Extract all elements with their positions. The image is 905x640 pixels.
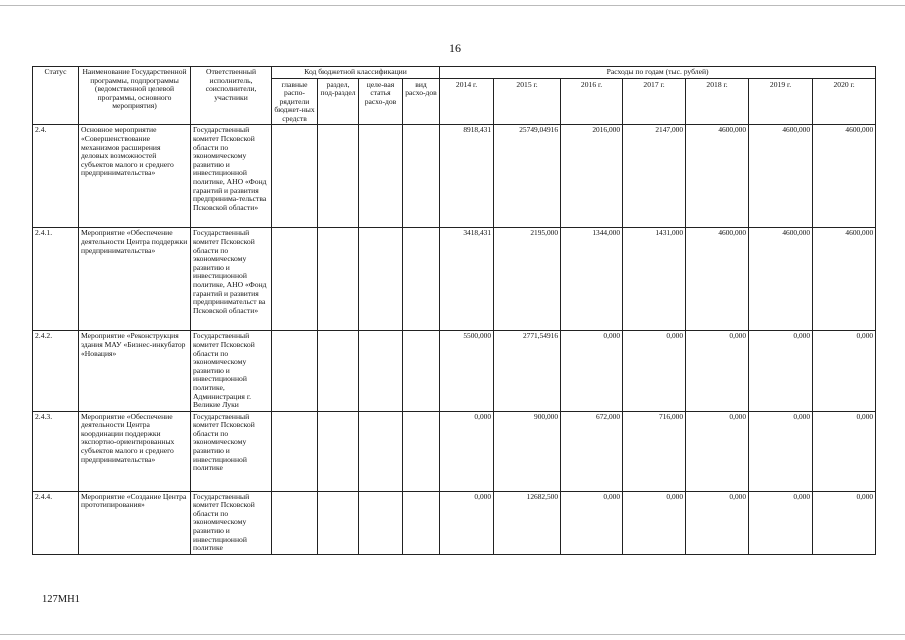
row-value-2019: 0,000 xyxy=(749,491,813,554)
header-code-target-item: целе-вая статья расхо-дов xyxy=(359,78,403,125)
table-row xyxy=(33,125,876,228)
header-name: Наименование Государственной программы, подпрограммы (ведомственной целевой программы, основного мероприятия) xyxy=(79,67,191,125)
table-row xyxy=(33,228,876,331)
header-budget-code-group: Код бюджетной классификации xyxy=(272,67,440,79)
header-year-2017: 2017 г. xyxy=(623,78,686,125)
scan-top-edge xyxy=(0,5,905,6)
header-row-1 xyxy=(33,67,876,79)
row-code-expense-type xyxy=(403,228,440,331)
header-year-2016: 2016 г. xyxy=(561,78,623,125)
header-code-expense-type: вид расхо-дов xyxy=(403,78,440,125)
row-responsible: Государственный комитет Псковской области по экономическому развитию и инвестиционной политике xyxy=(191,411,272,491)
row-code-target-item xyxy=(359,411,403,491)
row-code-expense-type xyxy=(403,125,440,228)
row-value-2016: 1344,000 xyxy=(561,228,623,331)
row-value-2017: 1431,000 xyxy=(623,228,686,331)
page-number: 16 xyxy=(449,41,461,55)
row-value-2014: 5500,000 xyxy=(440,331,494,411)
header-code-section: раздел, под-раздел xyxy=(318,78,359,125)
scan-bottom-edge xyxy=(0,634,905,635)
row-code-expense-type xyxy=(403,411,440,491)
row-value-2015: 12682,500 xyxy=(494,491,561,554)
row-value-2018: 4600,000 xyxy=(686,228,749,331)
header-status: Статус xyxy=(33,67,79,125)
row-status: 2.4.3. xyxy=(33,411,79,491)
row-code-expense-type xyxy=(403,331,440,411)
row-value-2017: 0,000 xyxy=(623,491,686,554)
row-value-2019: 0,000 xyxy=(749,411,813,491)
row-name: Мероприятие «Обеспечение деятельности Центра координации поддержки экспортно-ориентированных субъектов малого и среднего предпринимательства» xyxy=(79,411,191,491)
row-responsible: Государственный комитет Псковской области по экономическому развитию и инвестиционной политике xyxy=(191,491,272,554)
row-value-2019: 4600,000 xyxy=(749,125,813,228)
row-code-expense-type xyxy=(403,491,440,554)
row-code-section xyxy=(318,331,359,411)
table-row xyxy=(33,331,876,411)
budget-table xyxy=(32,66,876,555)
row-value-2019: 0,000 xyxy=(749,331,813,411)
row-code-target-item xyxy=(359,491,403,554)
row-code-main-managers xyxy=(272,331,318,411)
row-code-section xyxy=(318,125,359,228)
row-value-2018: 0,000 xyxy=(686,491,749,554)
row-value-2014: 3418,431 xyxy=(440,228,494,331)
row-name: Мероприятие «Создание Центра прототипирования» xyxy=(79,491,191,554)
header-year-2019: 2019 г. xyxy=(749,78,813,125)
row-value-2018: 0,000 xyxy=(686,411,749,491)
row-name: Основное мероприятие «Совершенствование механизмов расширения деловых возможностей субъектов малого и среднего предпринимательства» xyxy=(79,125,191,228)
row-code-section xyxy=(318,228,359,331)
row-value-2014: 8918,431 xyxy=(440,125,494,228)
header-year-2015: 2015 г. xyxy=(494,78,561,125)
header-expenses-group: Расходы по годам (тыс. рублей) xyxy=(440,67,876,79)
row-code-target-item xyxy=(359,331,403,411)
row-value-2014: 0,000 xyxy=(440,491,494,554)
row-code-main-managers xyxy=(272,491,318,554)
row-code-target-item xyxy=(359,125,403,228)
row-value-2016: 2016,000 xyxy=(561,125,623,228)
row-responsible: Государственный комитет Псковской области по экономическому развитию и инвестиционной политике, Администрация г. Великие Луки xyxy=(191,331,272,411)
table-row xyxy=(33,411,876,491)
header-code-main-managers: главные распо-рядители бюджет-ных средств xyxy=(272,78,318,125)
row-value-2019: 4600,000 xyxy=(749,228,813,331)
row-responsible: Государственный комитет Псковской области по экономическому развитию и инвестиционной политике, АНО «Фонд гарантий и развития предпринима-тельства Псковской области» xyxy=(191,125,272,228)
row-name: Мероприятие «Обеспечение деятельности Центра поддержки предпринимательства» xyxy=(79,228,191,331)
header-responsible: Ответственный исполнитель, соисполнители, участники xyxy=(191,67,272,125)
row-code-section xyxy=(318,411,359,491)
row-code-target-item xyxy=(359,228,403,331)
row-code-main-managers xyxy=(272,125,318,228)
row-value-2020: 0,000 xyxy=(813,491,876,554)
row-value-2017: 2147,000 xyxy=(623,125,686,228)
header-year-2018: 2018 г. xyxy=(686,78,749,125)
header-year-2014: 2014 г. xyxy=(440,78,494,125)
row-value-2017: 0,000 xyxy=(623,331,686,411)
row-value-2020: 4600,000 xyxy=(813,228,876,331)
row-value-2020: 4600,000 xyxy=(813,125,876,228)
row-value-2015: 2195,000 xyxy=(494,228,561,331)
row-value-2017: 716,000 xyxy=(623,411,686,491)
header-year-2020: 2020 г. xyxy=(813,78,876,125)
row-value-2016: 0,000 xyxy=(561,331,623,411)
footer-document-code: 127МН1 xyxy=(42,594,80,605)
table-row xyxy=(33,491,876,554)
row-value-2020: 0,000 xyxy=(813,411,876,491)
row-value-2015: 25749,04916 xyxy=(494,125,561,228)
row-code-main-managers xyxy=(272,228,318,331)
row-value-2016: 672,000 xyxy=(561,411,623,491)
row-value-2015: 900,000 xyxy=(494,411,561,491)
row-value-2015: 2771,54916 xyxy=(494,331,561,411)
row-value-2016: 0,000 xyxy=(561,491,623,554)
row-value-2018: 4600,000 xyxy=(686,125,749,228)
row-code-main-managers xyxy=(272,411,318,491)
row-value-2014: 0,000 xyxy=(440,411,494,491)
row-value-2018: 0,000 xyxy=(686,331,749,411)
row-status: 2.4. xyxy=(33,125,79,228)
row-status: 2.4.1. xyxy=(33,228,79,331)
row-responsible: Государственный комитет Псковской области по экономическому развитию и инвестиционной политике, АНО «Фонд гарантий и развития предпринимательст ва Псковской области» xyxy=(191,228,272,331)
row-status: 2.4.4. xyxy=(33,491,79,554)
row-status: 2.4.2. xyxy=(33,331,79,411)
row-code-section xyxy=(318,491,359,554)
row-value-2020: 0,000 xyxy=(813,331,876,411)
row-name: Мероприятие «Реконструкция здания МАУ «Бизнес-инкубатор «Новация» xyxy=(79,331,191,411)
